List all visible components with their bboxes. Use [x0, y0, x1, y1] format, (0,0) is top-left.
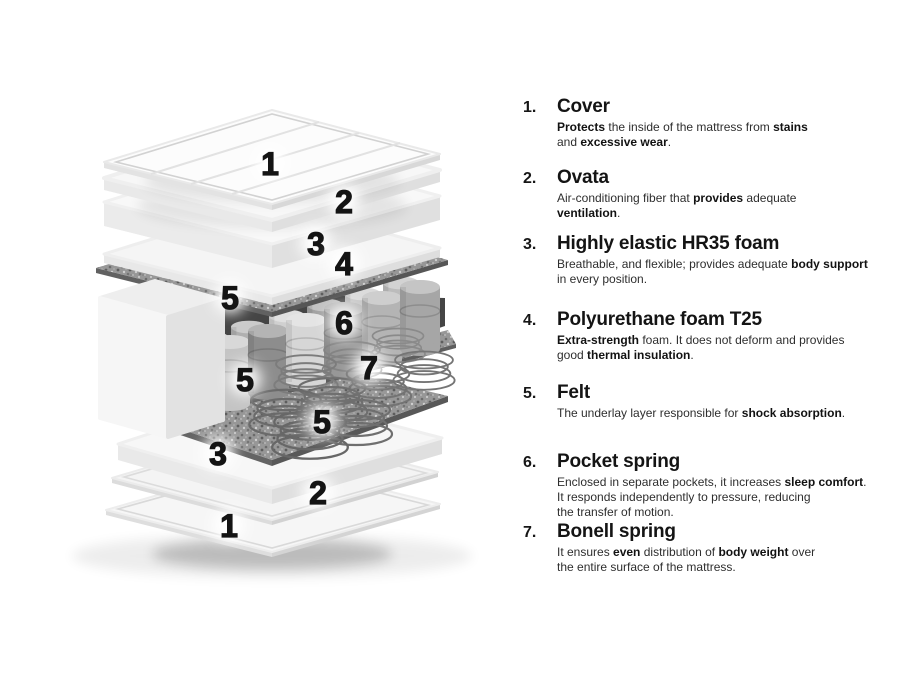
legend-item-pocket-spring	[523, 451, 867, 520]
legend-item-description: Air-conditioning fiber that provides adequate ventilation.	[557, 191, 797, 220]
legend-item-title: Highly elastic HR35 foam	[557, 233, 780, 254]
legend-item-number: 2.	[523, 170, 537, 187]
legend-item-title: Felt	[557, 382, 590, 403]
callout-number: 5	[236, 362, 254, 398]
legend-item-number: 7.	[523, 524, 537, 541]
legend-item-description: It ensures even distribution of body weight over the entire surface of the mattress.	[557, 545, 816, 574]
callout-number: 2	[309, 475, 327, 511]
callout-number: 5	[313, 404, 331, 440]
callout-number: 2	[335, 184, 353, 220]
legend-item-description: The underlay layer responsible for shock absorption.	[557, 406, 846, 420]
callout-number: 6	[335, 305, 353, 341]
legend-item-title: Polyurethane foam T25	[557, 309, 762, 330]
callout-number: 3	[307, 226, 325, 262]
callout-number: 7	[360, 350, 378, 386]
legend-item-cover	[523, 96, 808, 150]
callout-number: 3	[209, 436, 227, 472]
legend-item-number: 4.	[523, 312, 537, 329]
callout-number: 4	[335, 246, 353, 282]
callout-number: 1	[261, 146, 279, 182]
block-front-right-face	[168, 300, 223, 437]
legend-item-number: 5.	[523, 385, 537, 402]
block-front-left-face	[100, 298, 168, 437]
legend-item-number: 1.	[523, 99, 537, 116]
legend-item-title: Ovata	[557, 167, 609, 188]
callout-number: 1	[220, 508, 238, 544]
legend-item-title: Cover	[557, 96, 610, 117]
callout-number: 5	[221, 280, 239, 316]
legend-item-number: 3.	[523, 236, 537, 253]
legend-item-description: Enclosed in separate pockets, it increases sleep comfort. It responds independently to pressure, reducing the transfer of motion.	[557, 475, 867, 519]
legend-item-description: Protects the inside of the mattress from stains and excessive wear.	[557, 120, 808, 149]
legend-item-title: Bonell spring	[557, 521, 676, 542]
legend-item-description: Breathable, and flexible; provides adequate body support in every position.	[557, 257, 868, 286]
legend-item-ovata	[523, 167, 796, 221]
legend-item-t25-foam	[523, 309, 844, 363]
legend-item-number: 6.	[523, 454, 537, 471]
legend-item-felt	[523, 382, 845, 421]
legend-item-description: Extra-strength foam. It does not deform and provides good thermal insulation.	[557, 333, 845, 362]
legend-item-hr35-foam	[523, 233, 868, 287]
legend-item-bonell-spring	[523, 521, 815, 575]
legend-item-title: Pocket spring	[557, 451, 681, 472]
foam-encasement-block	[100, 281, 223, 437]
